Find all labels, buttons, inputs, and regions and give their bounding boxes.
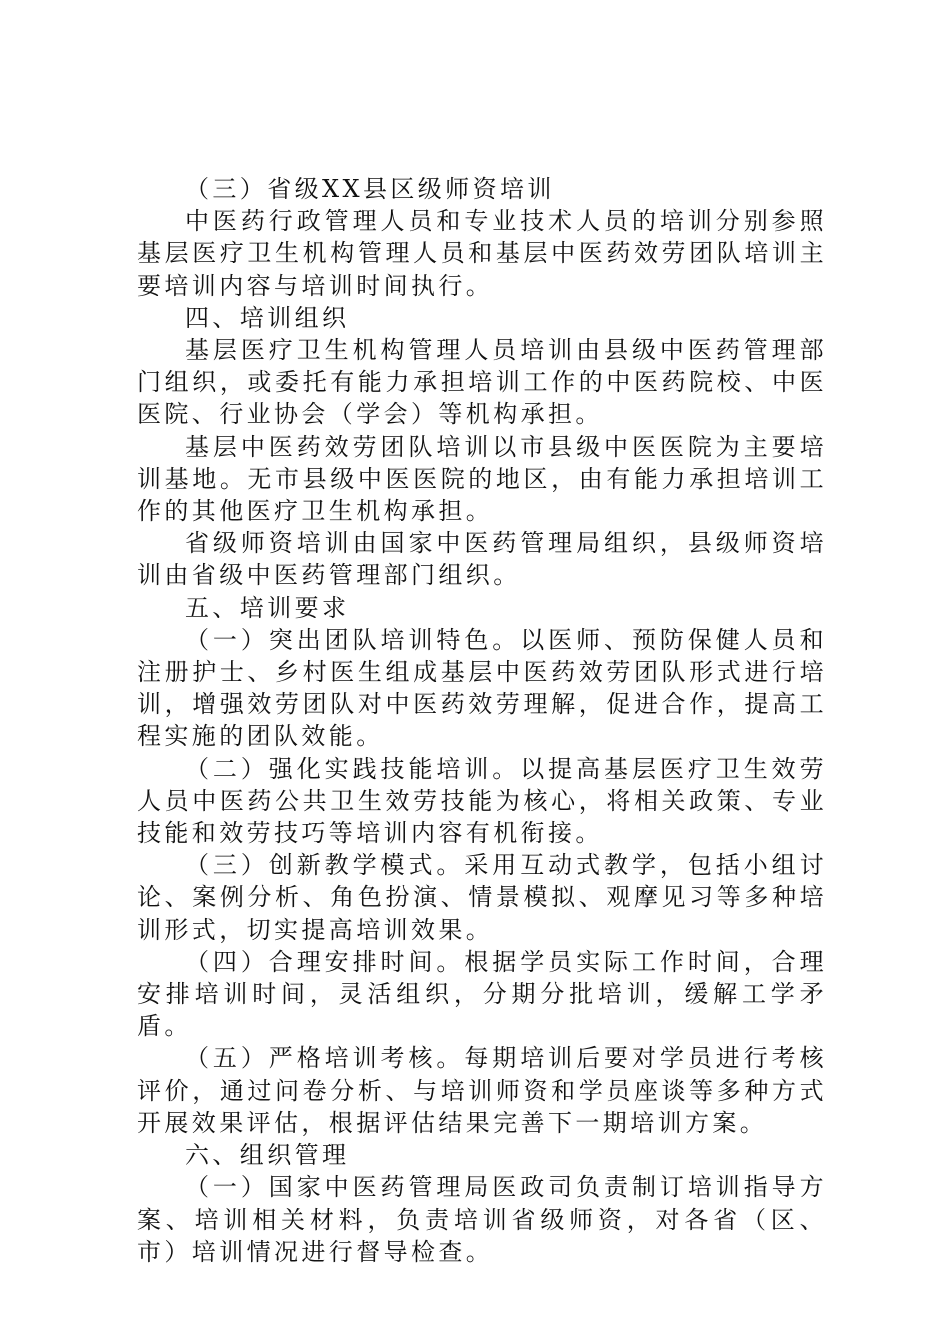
document-body — [137, 173, 827, 1268]
management-item-1: （一）国家中医药管理局医政司负责制订培训指导方案、培训相关材料，负责培训省级师资，对各省（区、市）培训情况进行督导检查。 — [137, 1173, 827, 1266]
requirement-item-4: （四）合理安排时间。根据学员实际工作时间，合理安排培训时间，灵活组织，分期分批培训，缓解工学矛盾。 — [137, 947, 827, 1041]
section-heading-training-requirements: 五、培训要求 — [185, 593, 350, 622]
requirement-item-1: （一）突出团队培训特色。以医师、预防保健人员和注册护士、乡村医生组成基层中医药效劳团队形式进行培训，增强效劳团队对中医药效劳理解，促进合作，提高工程实施的团队效能。 — [137, 625, 827, 751]
paragraph-admin-staff-training: 中医药行政管理人员和专业技术人员的培训分别参照基层医疗卫生机构管理人员和基层中医药效劳团队培训主要培训内容与培训时间执行。 — [137, 207, 827, 300]
subheading-provincial-county-teacher-training: （三）省级XX县区级师资培训 — [185, 175, 555, 203]
paragraph-teacher-training-organizer: 省级师资培训由国家中医药管理局组织，县级师资培训由省级中医药管理部门组织。 — [137, 529, 827, 590]
requirement-item-3: （三）创新教学模式。采用互动式教学，包括小组讨论、案例分析、角色扮演、情景模拟、观摩见习等多种培训形式，切实提高培训效果。 — [137, 851, 827, 944]
section-heading-training-organization: 四、培训组织 — [185, 303, 350, 332]
section-heading-organization-management: 六、组织管理 — [185, 1141, 350, 1170]
paragraph-management-training-organizer: 基层医疗卫生机构管理人员培训由县级中医药管理部门组织，或委托有能力承担培训工作的中医药院校、中医医院、行业协会（学会）等机构承担。 — [137, 336, 827, 429]
requirement-item-2: （二）强化实践技能培训。以提高基层医疗卫生效劳人员中医药公共卫生效劳技能为核心，将相关政策、专业技能和效劳技巧等培训内容有机衔接。 — [137, 754, 827, 848]
requirement-item-5: （五）严格培训考核。每期培训后要对学员进行考核评价，通过问卷分析、与培训师资和学员座谈等多种方式开展效果评估，根据评估结果完善下一期培训方案。 — [137, 1044, 827, 1137]
paragraph-team-training-base: 基层中医药效劳团队培训以市县级中医医院为主要培训基地。无市县级中医医院的地区，由有能力承担培训工作的其他医疗卫生机构承担。 — [137, 432, 827, 526]
